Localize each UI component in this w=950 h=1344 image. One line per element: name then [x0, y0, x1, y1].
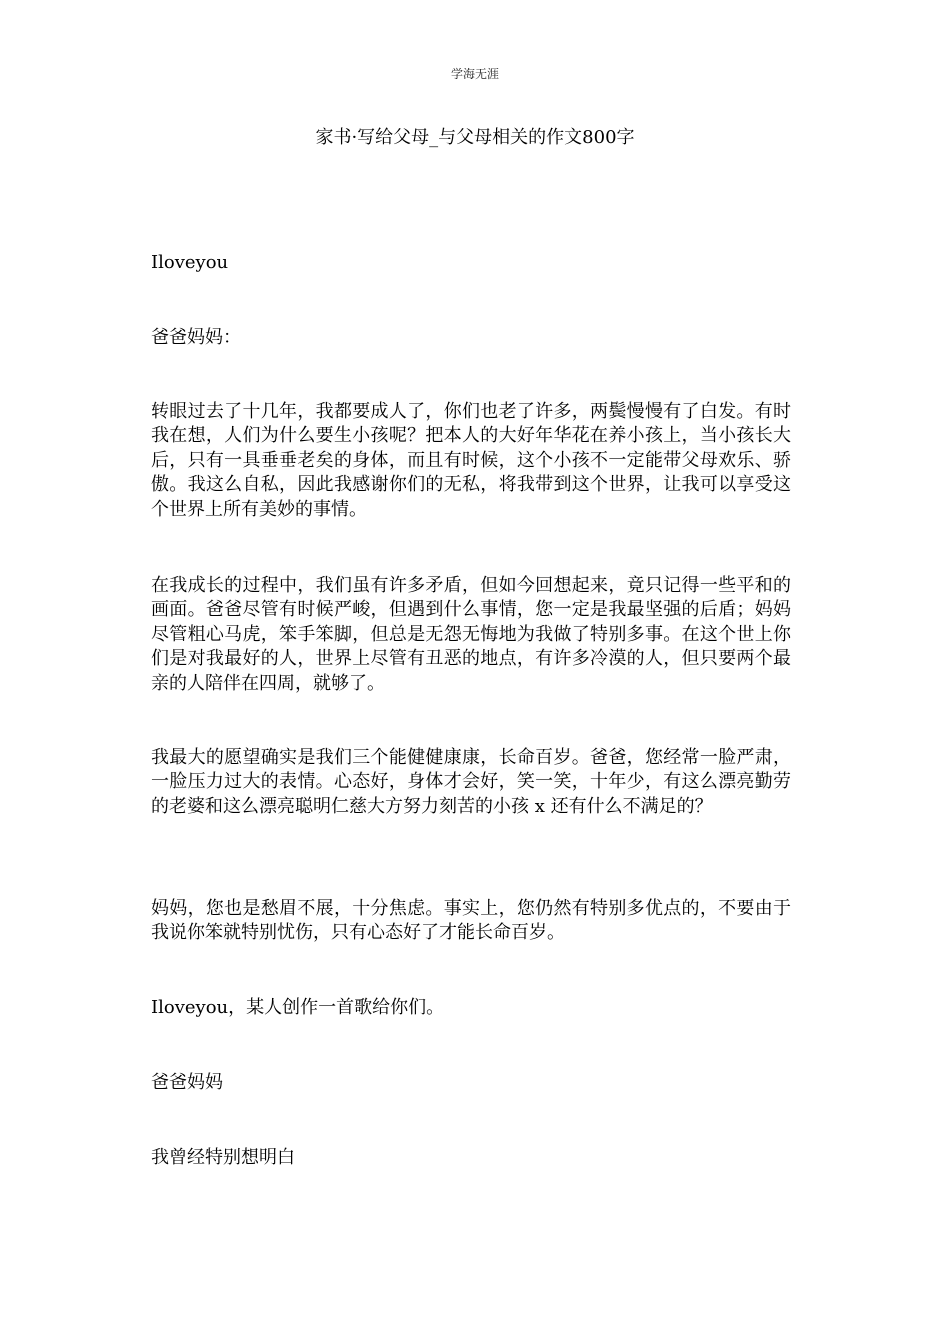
- document-title: 家书·写给父母_与父母相关的作文800字: [315, 127, 635, 148]
- paragraph-9: 我曾经特别想明白: [151, 1147, 295, 1168]
- page-header: 学海无涯: [450, 67, 499, 81]
- paragraph-2: 爸爸妈妈：: [151, 327, 241, 348]
- paragraph-1: Iloveyou: [151, 252, 229, 273]
- paragraph-7: Iloveyou，某人创作一首歌给你们。: [151, 997, 445, 1018]
- paragraph-3: 转眼过去了十几年，我都要成人了，你们也老了许多，两鬓慢慢有了白发。有时我在想，人们为什么要生小孩呢？把本人的大好年华花在养小孩上，当小孩长大后，只有一具垂垂老矣的身体，而且有时候，这个小孩不一定能带父母欢乐、骄傲。我这么自私，因此我感谢你们的无私，将我带到这个世界，让我可以享受这个世界上所有美妙的事情。: [151, 401, 791, 520]
- paragraph-6: 妈妈，您也是愁眉不展，十分焦虑。事实上，您仍然有特别多优点的，不要由于我说你笨就特别忧伤，只有心态好了才能长命百岁。: [151, 898, 791, 944]
- paragraph-8: 爸爸妈妈: [151, 1072, 223, 1093]
- paragraph-4: 在我成长的过程中，我们虽有许多矛盾，但如今回想起来，竟只记得一些平和的画面。爸爸尽管有时候严峻，但遇到什么事情，您一定是我最坚强的后盾；妈妈尽管粗心马虎，笨手笨脚，但总是无怨无悔地为我做了特别多事。在这个世上你们是对我最好的人，世界上尽管有丑恶的地点，有许多冷漠的人，但只要两个最亲的人陪伴在四周，就够了。: [151, 575, 791, 694]
- paragraph-5: 我最大的愿望确实是我们三个能健健康康，长命百岁。爸爸，您经常一脸严肃，一脸压力过大的表情。心态好，身体才会好，笑一笑，十年少，有这么漂亮勤劳的老婆和这么漂亮聪明仁慈大方努力刻苦的小孩 x 还有什么不满足的？: [151, 747, 791, 817]
